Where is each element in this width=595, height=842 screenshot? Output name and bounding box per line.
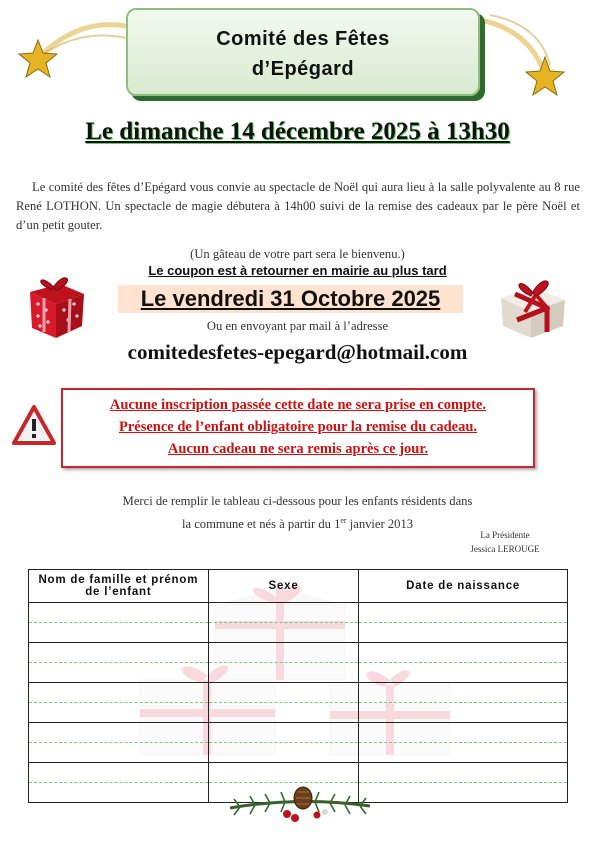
- cell[interactable]: [208, 763, 359, 783]
- email-intro: Ou en envoyant par mail à l’adresse: [206, 319, 389, 333]
- cell[interactable]: [359, 783, 568, 803]
- pine-branch-icon: [225, 782, 375, 830]
- column-header-sex: Sexe: [208, 570, 359, 603]
- table-row[interactable]: [29, 743, 568, 763]
- superscript: er: [340, 516, 347, 525]
- cell[interactable]: [29, 683, 209, 703]
- table-row[interactable]: [29, 683, 568, 703]
- cell[interactable]: [29, 603, 209, 623]
- gateau-note: (Un gâteau de votre part sera le bienvenu.): [190, 247, 405, 261]
- title-line-1: Comité des Fêtes: [216, 28, 390, 50]
- instructions-text: la commune et nés à partir du 1: [181, 517, 341, 532]
- cell[interactable]: [359, 603, 568, 623]
- table-row[interactable]: [29, 703, 568, 723]
- table-row[interactable]: [29, 603, 568, 623]
- signature-role: La Présidente: [480, 530, 530, 540]
- cell[interactable]: [359, 703, 568, 723]
- warning-line: Aucune inscription passée cette date ne sera prise en compte.: [109, 397, 487, 413]
- warning-box: [61, 388, 535, 468]
- cell[interactable]: [208, 663, 359, 683]
- cell[interactable]: [208, 683, 359, 703]
- coupon-note: Le coupon est à retourner en mairie au plus tard: [148, 263, 447, 278]
- deadline-date: Le vendredi 31 Octobre 2025: [118, 285, 463, 313]
- cell[interactable]: [208, 623, 359, 643]
- title-box: [126, 8, 480, 96]
- intro-paragraph: Le comité des fêtes d’Epégard vous convie au spectacle de Noël qui aura lieu à la salle polyvalente au 8 rue René LOTHON. Un spectacle de magie débutera à 14h00 suivi de la remise des cadeaux par le père Noël et d’un petit gouter.: [16, 180, 580, 232]
- cell[interactable]: [29, 663, 209, 683]
- cell[interactable]: [29, 703, 209, 723]
- cell[interactable]: [29, 763, 209, 783]
- cell[interactable]: [359, 763, 568, 783]
- cell[interactable]: [29, 723, 209, 743]
- event-headline: Le dimanche 14 décembre 2025 à 13h30: [85, 118, 510, 145]
- column-header-name: Nom de famille et prénom de l’enfant: [29, 570, 209, 603]
- instructions-text: janvier 2013: [346, 517, 414, 532]
- star-icon: [8, 8, 128, 88]
- cell[interactable]: [208, 703, 359, 723]
- cell[interactable]: [208, 723, 359, 743]
- cell[interactable]: [29, 623, 209, 643]
- table-row[interactable]: [29, 623, 568, 643]
- cell[interactable]: [29, 783, 209, 803]
- cell[interactable]: [359, 723, 568, 743]
- title-line-2: d’Epégard: [251, 58, 355, 80]
- cell[interactable]: [359, 663, 568, 683]
- column-header-birthdate: Date de naissance: [359, 570, 568, 603]
- cell[interactable]: [359, 643, 568, 663]
- cell[interactable]: [29, 743, 209, 763]
- cell[interactable]: [359, 623, 568, 643]
- cell[interactable]: [359, 743, 568, 763]
- instructions-line-1: Merci de remplir le tableau ci-dessous pour les enfants résidents dans: [122, 494, 473, 508]
- star-icon: [470, 10, 590, 100]
- warning-line: Présence de l’enfant obligatoire pour la remise du cadeau.: [118, 419, 478, 435]
- table-row[interactable]: [29, 723, 568, 743]
- cell[interactable]: [359, 683, 568, 703]
- cell[interactable]: [208, 643, 359, 663]
- cell[interactable]: [208, 743, 359, 763]
- warning-line: Aucun cadeau ne sera remis après ce jour.: [167, 441, 429, 457]
- children-table: [28, 569, 568, 803]
- cell[interactable]: [208, 603, 359, 623]
- contact-email[interactable]: comitedesfetes-epegard@hotmail.com: [127, 340, 468, 364]
- warning-icon: [12, 404, 56, 446]
- table-row[interactable]: [29, 663, 568, 683]
- signature-name: Jessica LEROUGE: [470, 544, 540, 554]
- signature-block: [440, 528, 570, 556]
- table-row[interactable]: [29, 643, 568, 663]
- cell[interactable]: [29, 643, 209, 663]
- table-row[interactable]: [29, 763, 568, 783]
